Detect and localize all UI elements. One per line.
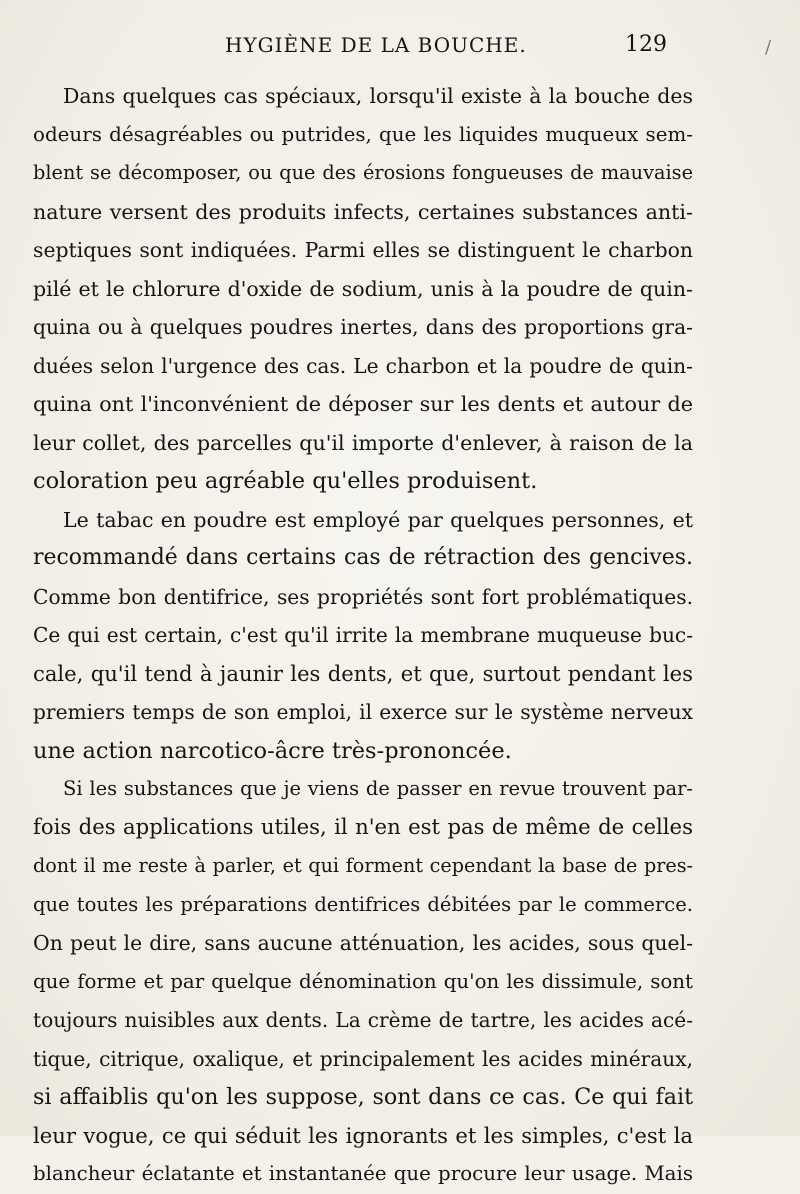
text-line: Si les substances que je viens de passer en revue trouvent par- (63, 777, 693, 800)
text-line: dont il me reste à parler, et qui forment cependant la base de pres- (33, 854, 693, 877)
text-line: blancheur éclatante et instantanée que procure leur usage. Mais (33, 1162, 693, 1185)
text-line: toujours nuisibles aux dents. La crème de tartre, les acides acé- (33, 1008, 693, 1032)
running-head (0, 30, 800, 60)
text-line: une action narcotico-âcre très-prononcée. (33, 737, 512, 764)
text-line: Ce qui est certain, c'est qu'il irrite la membrane muqueuse buc- (33, 623, 693, 647)
text-line: On peut le dire, sans aucune atténuation, les acides, sous quel- (33, 931, 693, 955)
text-line: que toutes les préparations dentifrices débitées par le commerce. (33, 892, 693, 916)
text-line: quina ou à quelques poudres inertes, dans des proportions gra- (33, 315, 693, 339)
text-line: duées selon l'urgence des cas. Le charbon et la poudre de quin- (33, 353, 693, 378)
text-line: Dans quelques cas spéciaux, lorsqu'il existe à la bouche des (63, 84, 693, 108)
text-line: leur vogue, ce qui séduit les ignorants et les simples, c'est la (33, 1122, 693, 1148)
text-line: tique, citrique, oxalique, et principalement les acides minéraux, (33, 1046, 693, 1071)
running-title: HYGIÈNE DE LA BOUCHE. (225, 33, 527, 57)
text-line: que forme et par quelque dénomination qu'on les dissimule, sont (33, 969, 693, 993)
margin-mark: / (765, 37, 772, 58)
text-line: premiers temps de son emploi, il exerce sur le système nerveux (33, 700, 693, 724)
text-line: odeurs désagréables ou putrides, que les liquides muqueux sem- (33, 122, 693, 146)
text-line: Le tabac en poudre est employé par quelques personnes, et (63, 507, 693, 532)
text-line: recommandé dans certains cas de rétraction des gencives. (33, 545, 693, 570)
text-line: cale, qu'il tend à jaunir les dents, et que, surtout pendant les (33, 660, 693, 686)
text-line: Comme bon dentifrice, ses propriétés sont fort problématiques. (33, 584, 693, 609)
text-line: si affaiblis qu'on les suppose, sont dans ce cas. Ce qui fait (33, 1084, 693, 1110)
text-line: fois des applications utiles, il n'en est pas de même de celles (33, 814, 693, 840)
body-text (33, 77, 693, 1194)
text-line: leur collet, des parcelles qu'il importe d'enlever, à raison de la (33, 430, 693, 455)
text-line: nature versent des produits infects, certaines substances anti- (33, 199, 693, 224)
text-line: quina ont l'inconvénient de déposer sur les dents et autour de (33, 392, 693, 416)
text-line: coloration peu agréable qu'elles produisent. (33, 468, 538, 494)
text-line: blent se décomposer, ou que des érosions fongueuses de mauvaise (33, 161, 693, 184)
text-line: pilé et le chlorure d'oxide de sodium, unis à la poudre de quin- (33, 276, 693, 301)
page-number: 129 (625, 32, 667, 57)
text-line: septiques sont indiquées. Parmi elles se distinguent le charbon (33, 238, 693, 262)
